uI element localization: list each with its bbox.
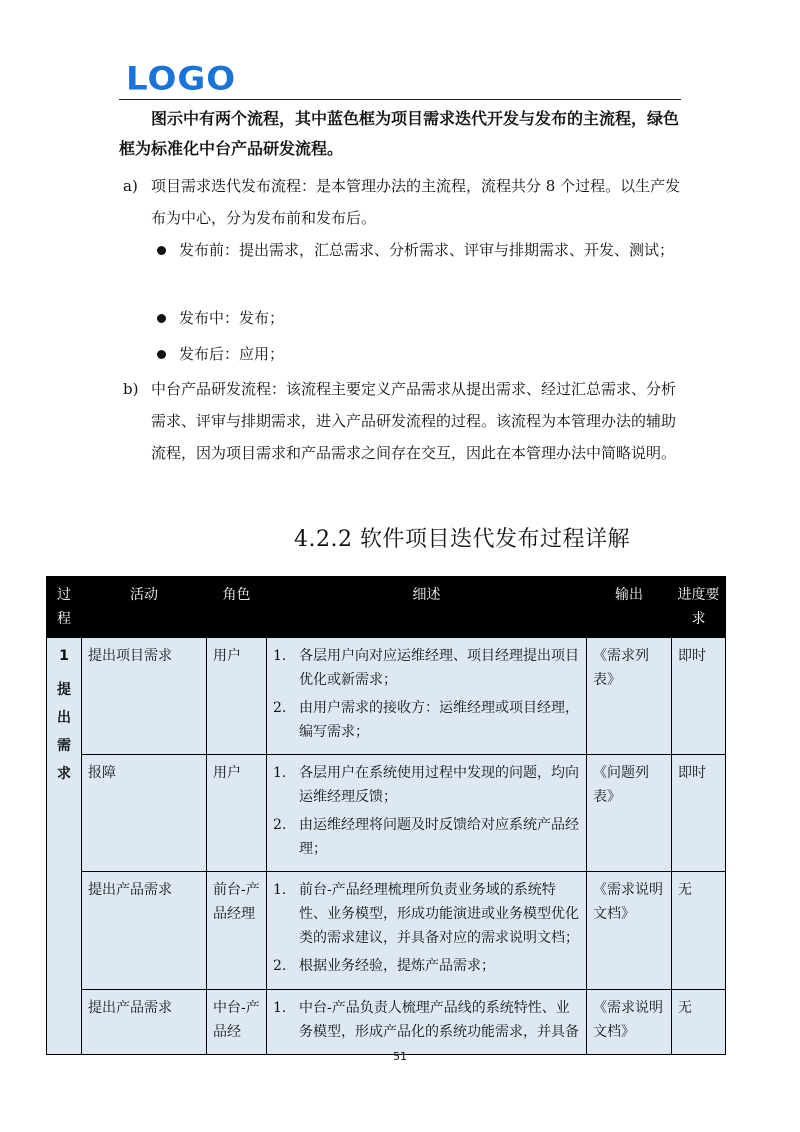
detail-number: 1. [273,765,287,781]
role-cell: 前台-产品经理 [207,872,267,990]
detail-text: 前台-产品经理梳理所负责业务域的系统特性、业务模型，形成功能演进或业务模型优化类的需求建议，并具备对应的需求说明文档； [299,882,579,946]
output-cell: 《需求说明文档》 [587,872,672,990]
details-cell [267,872,587,990]
schedule-cell: 无 [672,990,726,1055]
page-number: 51 [393,1050,407,1063]
process-number: 1 [59,648,69,664]
table-row [47,990,726,1055]
header-process: 过程 [47,577,82,638]
detail-number: 2. [273,958,287,974]
details-cell [267,990,587,1055]
bullet-text: 发布前：提出需求，汇总需求、分析需求、评审与排期需求、开发、测试； [179,241,675,259]
header-role: 角色 [207,577,267,638]
bullet-dot-icon [157,246,166,255]
detail-item [273,954,580,978]
header-output: 输出 [587,577,672,638]
detail-number: 1. [273,648,287,664]
detail-text: 各层用户向对应运维经理、项目经理提出项目优化或新需求； [299,648,579,688]
list-marker: a) [123,177,138,195]
detail-item [273,878,580,950]
detail-number: 1. [273,882,287,898]
bullet-text: 发布后：应用； [179,345,285,363]
schedule-cell: 即时 [672,638,726,755]
detail-item [273,996,580,1044]
bullet-item [179,338,681,370]
bullet-item [179,302,681,334]
list-item-text: 中台产品研发流程：该流程主要定义产品需求从提出需求、经过汇总需求、分析需求、评审与排期需求，进入产品研发流程的过程。该流程为本管理办法的辅助流程，因为项目需求和产品需求之间存在交互，因此在本管理办法中简略说明。 [151,380,677,462]
table-row [47,872,726,990]
section-heading: 4.2.2 软件项目迭代发布过程详解 [294,527,630,552]
activity-cell: 报障 [82,755,207,872]
bullet-text: 发布中：发布； [179,309,285,327]
activity-cell: 提出产品需求 [82,872,207,990]
detail-number: 2. [273,817,287,833]
process-name: 提出需求 [57,682,71,782]
bullet-item [179,234,681,266]
bullet-dot-icon [157,314,166,323]
detail-item [273,813,580,861]
intro-text: 图示中有两个流程，其中蓝色框为项目需求迭代开发与发布的主流程，绿色框为标准化中台产品研发流程。 [119,109,680,158]
detail-item [273,761,580,809]
list-item-text: 项目需求迭代发布流程：是本管理办法的主流程，流程共分 8 个过程。以生产发布为中心，分为发布前和发布后。 [151,177,681,227]
activity-cell: 提出产品需求 [82,990,207,1055]
role-cell: 用户 [207,755,267,872]
schedule-cell: 无 [672,872,726,990]
header-rule [119,99,681,100]
table-header-row [47,577,726,638]
detail-item [273,644,580,692]
details-cell [267,638,587,755]
detail-number: 1. [273,1000,287,1016]
role-cell: 中台-产品经 [207,990,267,1055]
detail-text: 中台-产品负责人梳理产品线的系统特性、业务模型，形成产品化的系统功能需求，并具备 [299,1000,579,1040]
table-row [47,638,726,755]
list-marker: b) [123,380,139,398]
detail-number: 2. [273,700,287,716]
list-item-b [123,373,681,469]
output-cell: 《需求列表》 [587,638,672,755]
logo: LOGO [126,60,237,98]
bullet-dot-icon [157,350,166,359]
activity-cell: 提出项目需求 [82,638,207,755]
header-details: 细述 [267,577,587,638]
detail-text: 由用户需求的接收方：运维经理或项目经理，编写需求； [299,700,579,740]
process-cell [47,638,82,1055]
table-row [47,755,726,872]
list-item-a [123,170,681,234]
output-cell: 《问题列表》 [587,755,672,872]
detail-text: 由运维经理将问题及时反馈给对应系统产品经理； [299,817,579,857]
detail-text: 根据业务经验，提炼产品需求； [299,958,495,974]
details-cell [267,755,587,872]
process-table [46,576,726,1055]
role-cell: 用户 [207,638,267,755]
output-cell: 《需求说明文档》 [587,990,672,1055]
header-activity: 活动 [82,577,207,638]
intro-paragraph [119,104,685,164]
detail-item [273,696,580,744]
detail-text: 各层用户在系统使用过程中发现的问题，均向运维经理反馈； [299,765,579,805]
header-schedule: 进度要求 [672,577,726,638]
schedule-cell: 即时 [672,755,726,872]
